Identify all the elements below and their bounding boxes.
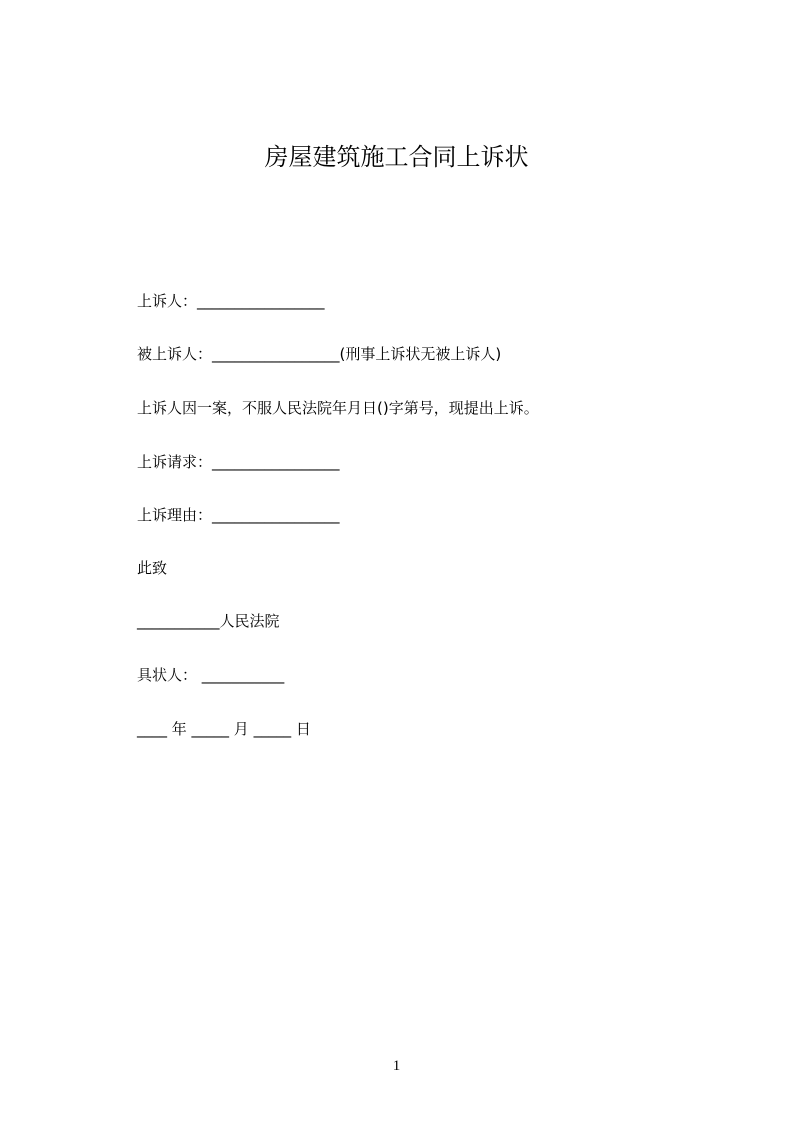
- appeal-reason-line: 上诉理由：_________________: [137, 506, 340, 524]
- signer-line: 具状人： ___________: [137, 666, 285, 684]
- page-title: 房屋建筑施工合同上诉状: [264, 143, 529, 171]
- page-number: 1: [392, 1058, 401, 1074]
- date-line: ____ 年 _____ 月 _____ 日: [137, 720, 311, 738]
- case-statement-line: 上诉人因一案，不服人民法院年月日()字第号，现提出上诉。: [137, 399, 539, 417]
- appeal-request-line: 上诉请求：_________________: [137, 453, 340, 471]
- appellant-line: 上诉人：_________________: [137, 292, 325, 310]
- appellee-line: 被上诉人：_________________(刑事上诉状无被上诉人): [137, 345, 502, 363]
- salutation-line: 此致: [137, 559, 168, 577]
- court-line: ___________人民法院: [137, 612, 280, 630]
